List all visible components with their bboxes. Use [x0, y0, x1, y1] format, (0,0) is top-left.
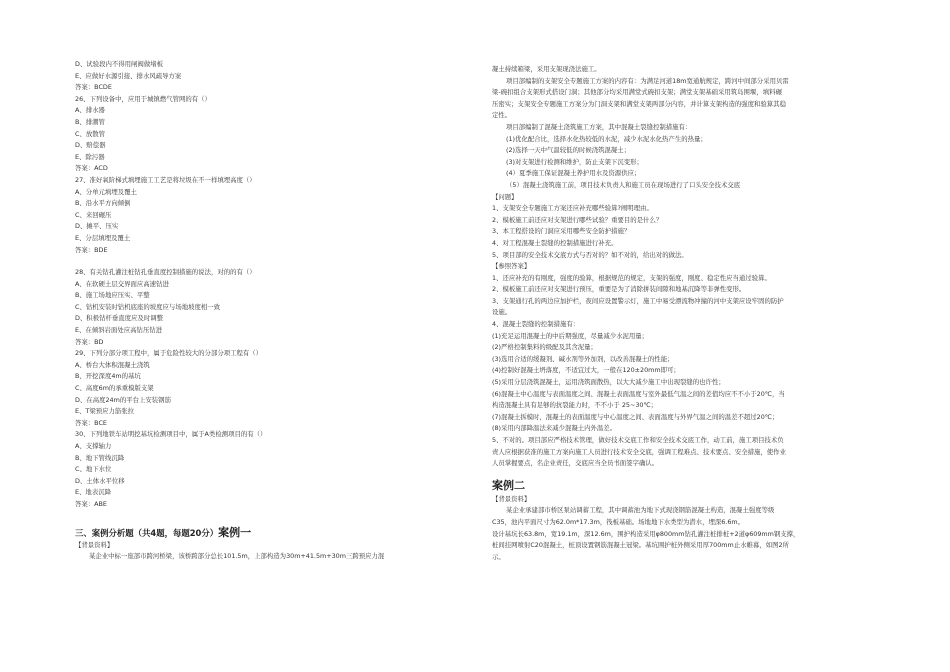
text-line: 30、下列地铁车站明挖基坑检测项目中，属于A类检测项目的有（）	[75, 430, 267, 439]
text-line: 构造混凝土具有足够的抗裂能力时，不不小于 25~30℃；	[492, 401, 658, 410]
text-line: 桩间挂网喷射C20混凝土，桩顶设置钢筋混凝土冠梁。基坑围护桩外侧采用厚700mm止水帷幕，如图2所	[492, 541, 789, 550]
section-title: 三、案例分析题（共4题，每题20分）	[75, 527, 219, 538]
spacer	[75, 511, 470, 522]
text-line: C、钻机安装时钻机底座的坡度应与场地坡度相一致	[75, 302, 221, 311]
text-line: 压密实；支架安全专题施工方案分为门洞支架和满堂支架两部分内容，并计算支架构造的强度和验算其稳	[492, 99, 786, 108]
text-line: D、积极钻杆垂直度应及时调整	[75, 314, 163, 323]
text-line: 28、有关钻孔灌注桩钻孔垂直度控制措施的说法，对的的有（）	[75, 268, 256, 277]
text-line: （5）混凝土浇筑施工前，项目技术负责人和施工员在现场进行了口头安全技术交底	[506, 180, 741, 189]
text-line: B、沿水平方向倾倒	[75, 199, 131, 208]
text-line: E、T梁预应力筋张拉	[75, 407, 135, 416]
text-line: E、地表沉降	[75, 488, 111, 497]
text-line: 1、还应补充的有刚度，强度的验算，根据规范的规定，支架的强度，刚度、稳定性应当通过验算。	[492, 273, 771, 282]
text-line: 1、支架安全专题施工方案还应补充哪些验算?阐明理由。	[492, 204, 653, 213]
question-block-a	[75, 59, 470, 256]
text-line: 人员掌握要点，名企业责任，交底应当全员书面签字确认。	[492, 459, 659, 468]
text-line: B、开挖深度4m的基坑	[75, 372, 141, 381]
text-line: 29、下列分部分项工程中，属于危险性较大的分部分项工程有（）	[75, 349, 263, 358]
text-line: (2)选择一天中气温较低的时候浇筑混凝土；	[506, 146, 631, 155]
text-line: (3)选用合适的缓凝剂、碱水剂等外加剂，以改善混凝土的性能；	[492, 354, 674, 363]
text-line: E、在倾斜岩面处应高钻压钻进	[75, 326, 163, 335]
text-line: 5、项目部的安全技术交底方式与否对的？如不对的，给出对的做法。	[492, 250, 688, 259]
text-line: 某企业承建部市桥区泵站调蓄工程，其中调蓄池为地下式现浇钢筋混凝土构造，混凝土强度等级	[506, 506, 775, 515]
text-line: 27、准好氧阶梯式填埋施工工艺是将垃圾在不一样填埋高度（）	[75, 175, 256, 184]
text-line: (3)对支架进行检测和维护，防止支架下沉变形；	[506, 157, 643, 166]
text-line: A、支撑轴力	[75, 442, 112, 450]
text-line: 设施。	[492, 308, 512, 317]
text-line: (1)优化配合比，选择水化热较低的水泥，减少水泥水化热产生的热量；	[506, 134, 707, 143]
text-line: A、分单元填埋及覆土	[75, 187, 137, 196]
spacer	[75, 256, 470, 267]
section-case-title: 案例一	[218, 525, 252, 539]
text-line: (4）夏季施工保证混凝土养护用水及资源供应；	[506, 169, 641, 178]
text-line: 答案：BCE	[75, 418, 107, 427]
text-line: 5、不对的。项目部应严格技术管理，做好技术交底工作和安全技术交底工作，动工前，施工项目技术负	[492, 436, 784, 444]
text-line: D、摊平、压实	[75, 222, 119, 231]
text-line: 答案：BD	[75, 337, 104, 346]
text-line: 设计基坑长63.8m，宽19.1m，深12.6m，围护构造采用φ800mm钻孔灌注桩排桩+2道φ609mm钢支撑，	[492, 529, 800, 538]
text-line: D、在高度24m的平台上安装钢筋	[75, 395, 171, 404]
text-line: E、分层填埋及覆土	[75, 233, 131, 242]
text-line: 【参照答案】	[492, 262, 531, 271]
text-line: A、在软硬土层交界面应高速钻进	[75, 279, 169, 288]
right-column	[492, 64, 872, 563]
text-line: E、应做好水源引接、排水风疏导方案	[75, 71, 182, 80]
text-line: 项目部编制的支架安全专题施工方案的内容有：为满足河道18m宽通航规定，跨河中间部分采用贝雷	[506, 76, 789, 85]
text-line: A、排水器	[75, 106, 105, 115]
left-column	[75, 59, 470, 563]
text-line: C、放散管	[75, 129, 106, 138]
text-line: C、来回碾压	[75, 210, 112, 219]
question-block-b	[75, 267, 470, 510]
case-two-background-label: 【背景资料】	[492, 494, 531, 503]
text-line: 项目部编制了混凝土浇筑施工方案，其中混凝土裂缝控制措施有：	[506, 122, 692, 131]
text-line: 3、支架通行孔的两边应加护栏，夜间应设置警示灯，施工中易受漂流物冲撞的河中支架应设牢固的防护	[492, 296, 784, 305]
text-line: D、土体水平位移	[75, 476, 125, 485]
background-label: 【背景资料】	[75, 540, 114, 549]
text-line: 【问题】	[492, 192, 518, 201]
background-text: 某企业中标一座部市跨河桥梁，该桥跨部分总长101.5m，上部构造为30m+41.5m+30m三跨预应力混	[89, 552, 385, 561]
text-line: B、施工场地应压实、平整	[75, 291, 150, 300]
case-two-content	[492, 505, 872, 563]
text-line: (5)采用分层浇筑混凝土，运用浇筑面散热，以大大减少施工中出现裂缝的也许性；	[492, 378, 725, 387]
text-line: D、试验段内不得用闸阀做堵板	[75, 60, 163, 68]
text-line: 2、模板施工前还应对支架进行哪些试验？重要目的是什么？	[492, 215, 663, 224]
text-line: (8)采用内部降温法来减少混凝土内外温差。	[492, 424, 617, 433]
text-line: 定性。	[492, 111, 512, 120]
text-line: C、地下水位	[75, 465, 112, 474]
text-line: 梁-碗扣组合支架形式搭设门洞；其他部分均采用满堂式碗扣支架；满堂支架基础采用筑岛围堰，填料碾	[492, 88, 782, 97]
case-one-content	[492, 64, 872, 470]
text-line: B、地下管线沉降	[75, 453, 125, 462]
text-line: 26、下列设备中，应用于城镇燃气管网的有（）	[75, 94, 211, 103]
text-line: (2)严格控制集料的级配及其含泥量；	[492, 343, 597, 352]
text-line: 答案：ACD	[75, 164, 108, 173]
case-two-title: 案例二	[492, 478, 525, 492]
text-line: 4、对工程混凝土裂缝的控制措施进行补充。	[492, 238, 618, 247]
text-line: (1)充足运用混凝土的中后期强度，尽量减少水泥用量；	[492, 331, 649, 340]
text-line: 责人应根据获准的施工方案向施工人员进行技术安全交底，强调工程难点、技术要点、安全措施，使作业	[492, 447, 786, 456]
text-line: 2、模板施工前还应对支架进行预压，重要是为了消除拼装间隙和地基沉降等非弹性变形。	[492, 285, 746, 294]
text-line: 答案：ABE	[75, 499, 107, 508]
text-line: 答案：BDE	[75, 245, 108, 254]
text-line: (4)控制好混凝土坍落度，不适宜过大，一般在120±20mm即可；	[492, 366, 680, 375]
text-line: A、桥台大体积混凝土浇筑	[75, 360, 150, 369]
text-line: 凝土持续箱梁，采用支架现浇法施工。	[492, 65, 601, 73]
text-line: (6)混凝土中心温度与表面温度之间、混凝土表面温度与室外最低气温之间的差值均应不不小于20℃，当	[492, 389, 785, 398]
text-line: B、排潮管	[75, 117, 105, 126]
text-line: 3、本工程搭设的门洞应采用哪些安全防护措施？	[492, 227, 631, 236]
text-line: 示。	[492, 552, 505, 561]
text-line: (7)混凝土拆模时，混凝土的表面温度与中心温度之间、表面温度与外界气温之间的温差不超过20℃；	[492, 412, 779, 421]
text-line: 答案：BCDE	[75, 83, 112, 92]
text-line: E、除污器	[75, 152, 105, 161]
text-line: C、高度6m的承重模版支架	[75, 384, 154, 393]
text-line: C35，池内平面尺寸为62.0m*17.3m，筏板基础。场地地下水类型为潜水，埋深6.6m。	[492, 517, 745, 526]
section-heading	[75, 526, 470, 540]
text-line: 4、混凝土裂缝的控制措施有：	[492, 320, 580, 329]
text-line: D、赔偿器	[75, 141, 106, 150]
